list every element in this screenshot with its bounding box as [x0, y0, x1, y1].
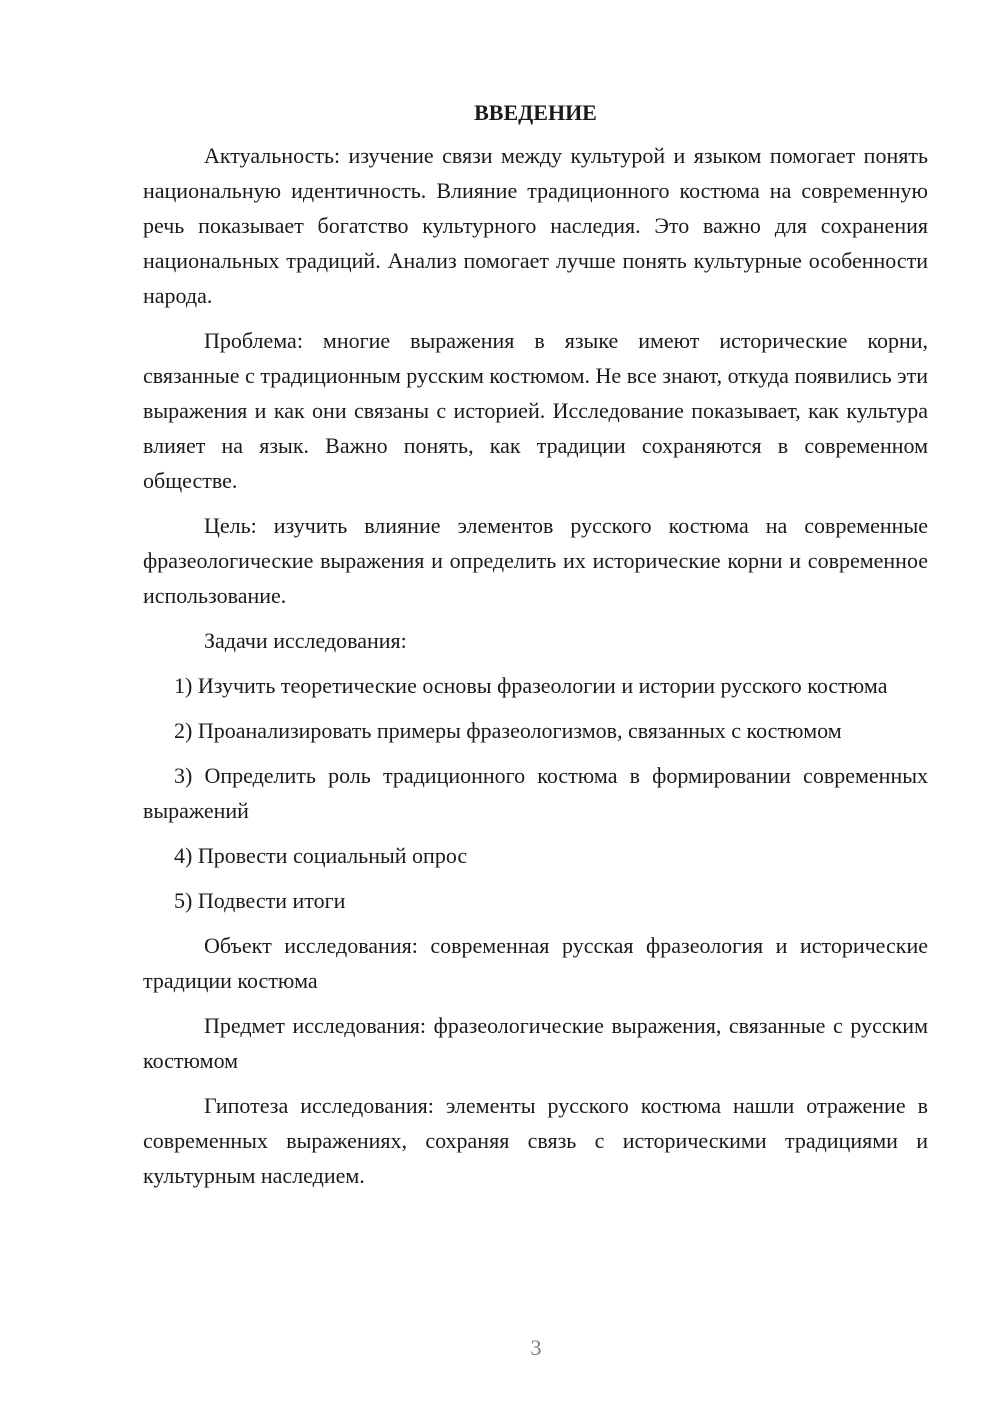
- paragraph-hypothesis: Гипотеза исследования: элементы русского костюма нашли отражение в современных выражениях, сохраняя связь с историческими традициями и культурным наследием.: [143, 1093, 928, 1188]
- tasks-heading: Задачи исследования:: [204, 628, 407, 653]
- paragraph-goal: Цель: изучить влияние элементов русского костюма на современные фразеологические выражения и определить их исторические корни и современное использование.: [143, 513, 928, 608]
- task-item-4: 4) Провести социальный опрос: [174, 843, 468, 868]
- task-item-5: 5) Подвести итоги: [174, 888, 346, 913]
- page-content: [143, 95, 928, 1203]
- task-item-1: 1) Изучить теоретические основы фразеологии и истории русского костюма: [174, 673, 888, 698]
- page-number: 3: [530, 1335, 542, 1360]
- task-item-2: 2) Проанализировать примеры фразеологизмов, связанных с костюмом: [174, 718, 842, 743]
- paragraph-object: Объект исследования: современная русская фразеология и исторические традиции костюма: [143, 933, 928, 993]
- paragraph-problem: Проблема: многие выражения в языке имеют исторические корни, связанные с традиционным русским костюмом. Не все знают, откуда появились эти выражения и как они связаны с историей. Исследование показывает, как культура влияет на язык. Важно понять, как традиции сохраняются в современном обществе.: [143, 328, 928, 493]
- paragraph-relevance: Актуальность: изучение связи между культурой и языком помогает понять национальную идентичность. Влияние традиционного костюма на современную речь показывает богатство культурного наследия. Это важно для сохранения национальных традиций. Анализ помогает лучше понять культурные особенности народа.: [143, 143, 928, 308]
- paragraph-subject: Предмет исследования: фразеологические выражения, связанные с русским костюмом: [143, 1013, 928, 1073]
- task-item-3: 3) Определить роль традиционного костюма в формировании современных выражений: [143, 763, 928, 823]
- page-title: ВВЕДЕНИЕ: [474, 100, 597, 125]
